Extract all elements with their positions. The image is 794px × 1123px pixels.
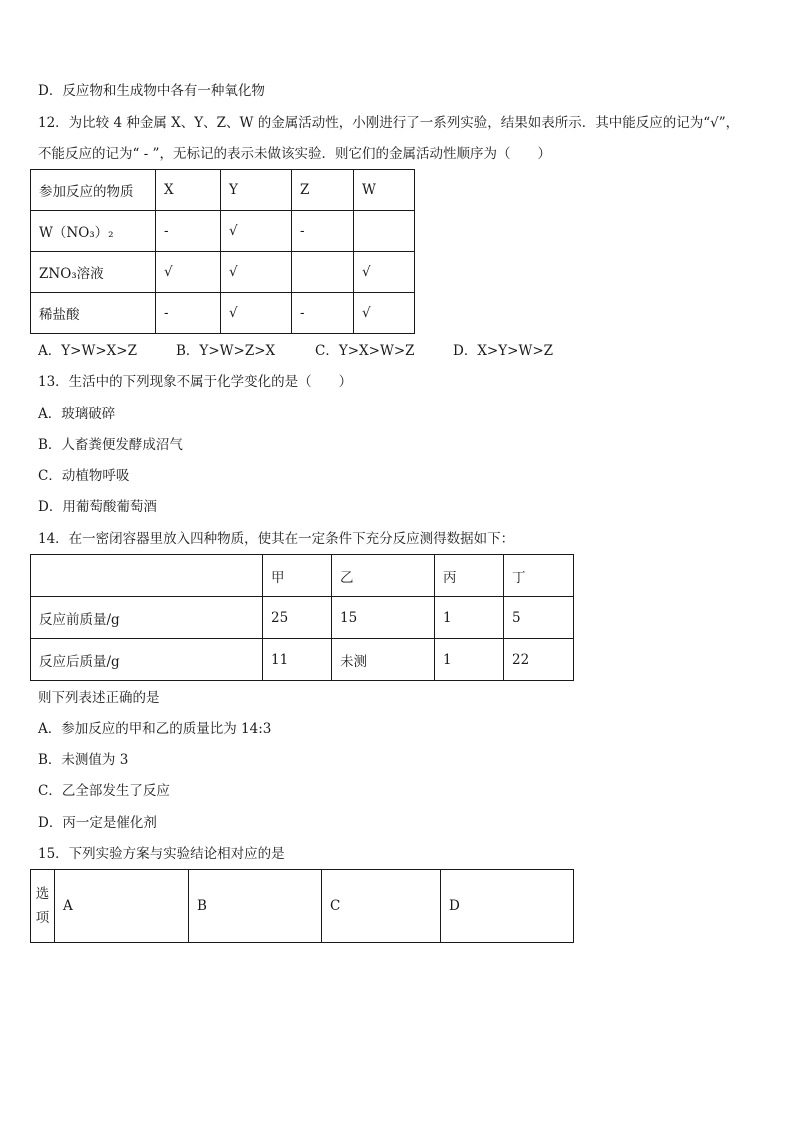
table-cell: √ bbox=[156, 252, 221, 293]
q12-table bbox=[30, 169, 415, 334]
table-cell: 25 bbox=[263, 597, 332, 639]
table-cell: 反应前质量/g bbox=[31, 597, 263, 639]
table-cell: D bbox=[441, 870, 574, 943]
q14-option-a: A．参加反应的甲和乙的质量比为 14:3 bbox=[38, 721, 272, 737]
table-cell: √ bbox=[354, 293, 415, 334]
table-header-cell: 丁 bbox=[504, 555, 574, 597]
q12-options bbox=[38, 341, 553, 361]
table-row bbox=[31, 252, 415, 293]
q12-stem-line1: 12．为比较 4 种金属 X、Y、Z、W 的金属活动性，小刚进行了一系列实验，结果如表所示．其中能反应的记为“√”， bbox=[38, 115, 740, 131]
table-header-cell: 选项 bbox=[31, 870, 55, 943]
table-cell: 1 bbox=[435, 597, 504, 639]
q13-option-a: A．玻璃破碎 bbox=[38, 406, 116, 422]
q14-option-b: B．未测值为 3 bbox=[38, 752, 129, 768]
table-header-cell: 甲 bbox=[263, 555, 332, 597]
q14-stem: 14．在一密闭容器里放入四种物质，使其在一定条件下充分反应测得数据如下： bbox=[38, 531, 515, 547]
table-cell: - bbox=[156, 211, 221, 252]
q11-option-d: D．反应物和生成物中各有一种氧化物 bbox=[38, 83, 265, 99]
table-row bbox=[31, 597, 574, 639]
table-header-cell: Y bbox=[221, 170, 292, 211]
table-cell: 未测 bbox=[332, 639, 435, 681]
table-cell: - bbox=[292, 293, 354, 334]
table-cell: √ bbox=[354, 252, 415, 293]
table-cell: - bbox=[156, 293, 221, 334]
table-row bbox=[31, 555, 574, 597]
table-cell: 稀盐酸 bbox=[31, 293, 156, 334]
table-row bbox=[31, 293, 415, 334]
table-cell: 11 bbox=[263, 639, 332, 681]
table-cell: 22 bbox=[504, 639, 574, 681]
table-header-cell bbox=[31, 555, 263, 597]
q15-table bbox=[30, 869, 574, 943]
table-cell: B bbox=[189, 870, 322, 943]
q13-option-b: B．人畜粪便发酵成沼气 bbox=[38, 437, 183, 453]
table-cell: - bbox=[292, 211, 354, 252]
table-cell: √ bbox=[221, 252, 292, 293]
q14-table bbox=[30, 554, 574, 681]
q12-option-b: B．Y>W>Z>X bbox=[176, 343, 276, 359]
table-header-cell: 乙 bbox=[332, 555, 435, 597]
table-cell: 15 bbox=[332, 597, 435, 639]
table-row bbox=[31, 170, 415, 211]
table-row bbox=[31, 211, 415, 252]
table-cell: ZNO₃溶液 bbox=[31, 252, 156, 293]
q14-prompt: 则下列表述正确的是 bbox=[38, 690, 160, 706]
table-header-cell: W bbox=[354, 170, 415, 211]
q13-option-d: D．用葡萄酸葡萄酒 bbox=[38, 499, 157, 515]
q13-option-c: C．动植物呼吸 bbox=[38, 468, 130, 484]
table-cell: 5 bbox=[504, 597, 574, 639]
table-header-cell: 丙 bbox=[435, 555, 504, 597]
q12-option-a: A．Y>W>X>Z bbox=[38, 343, 137, 359]
q14-option-c: C．乙全部发生了反应 bbox=[38, 783, 170, 799]
table-cell: 反应后质量/g bbox=[31, 639, 263, 681]
table-cell: 1 bbox=[435, 639, 504, 681]
table-cell: C bbox=[322, 870, 441, 943]
table-cell bbox=[354, 211, 415, 252]
q12-option-d: D．X>Y>W>Z bbox=[453, 343, 554, 359]
table-header-cell: 参加反应的物质 bbox=[31, 170, 156, 211]
q15-stem: 15．下列实验方案与实验结论相对应的是 bbox=[38, 846, 285, 862]
table-cell: A bbox=[55, 870, 189, 943]
q14-option-d: D．丙一定是催化剂 bbox=[38, 815, 157, 831]
table-cell bbox=[292, 252, 354, 293]
q13-stem: 13．生活中的下列现象不属于化学变化的是（ ） bbox=[38, 374, 353, 390]
table-row bbox=[31, 639, 574, 681]
q12-option-c: C．Y>X>W>Z bbox=[315, 343, 415, 359]
table-header-cell: X bbox=[156, 170, 221, 211]
table-row bbox=[31, 870, 574, 943]
q12-stem-line2: 不能反应的记为“ - ”，无标记的表示未做该实验．则它们的金属活动性顺序为（ ） bbox=[38, 146, 551, 162]
table-cell: W（NO₃）₂ bbox=[31, 211, 156, 252]
table-header-cell: Z bbox=[292, 170, 354, 211]
table-cell: √ bbox=[221, 211, 292, 252]
table-cell: √ bbox=[221, 293, 292, 334]
